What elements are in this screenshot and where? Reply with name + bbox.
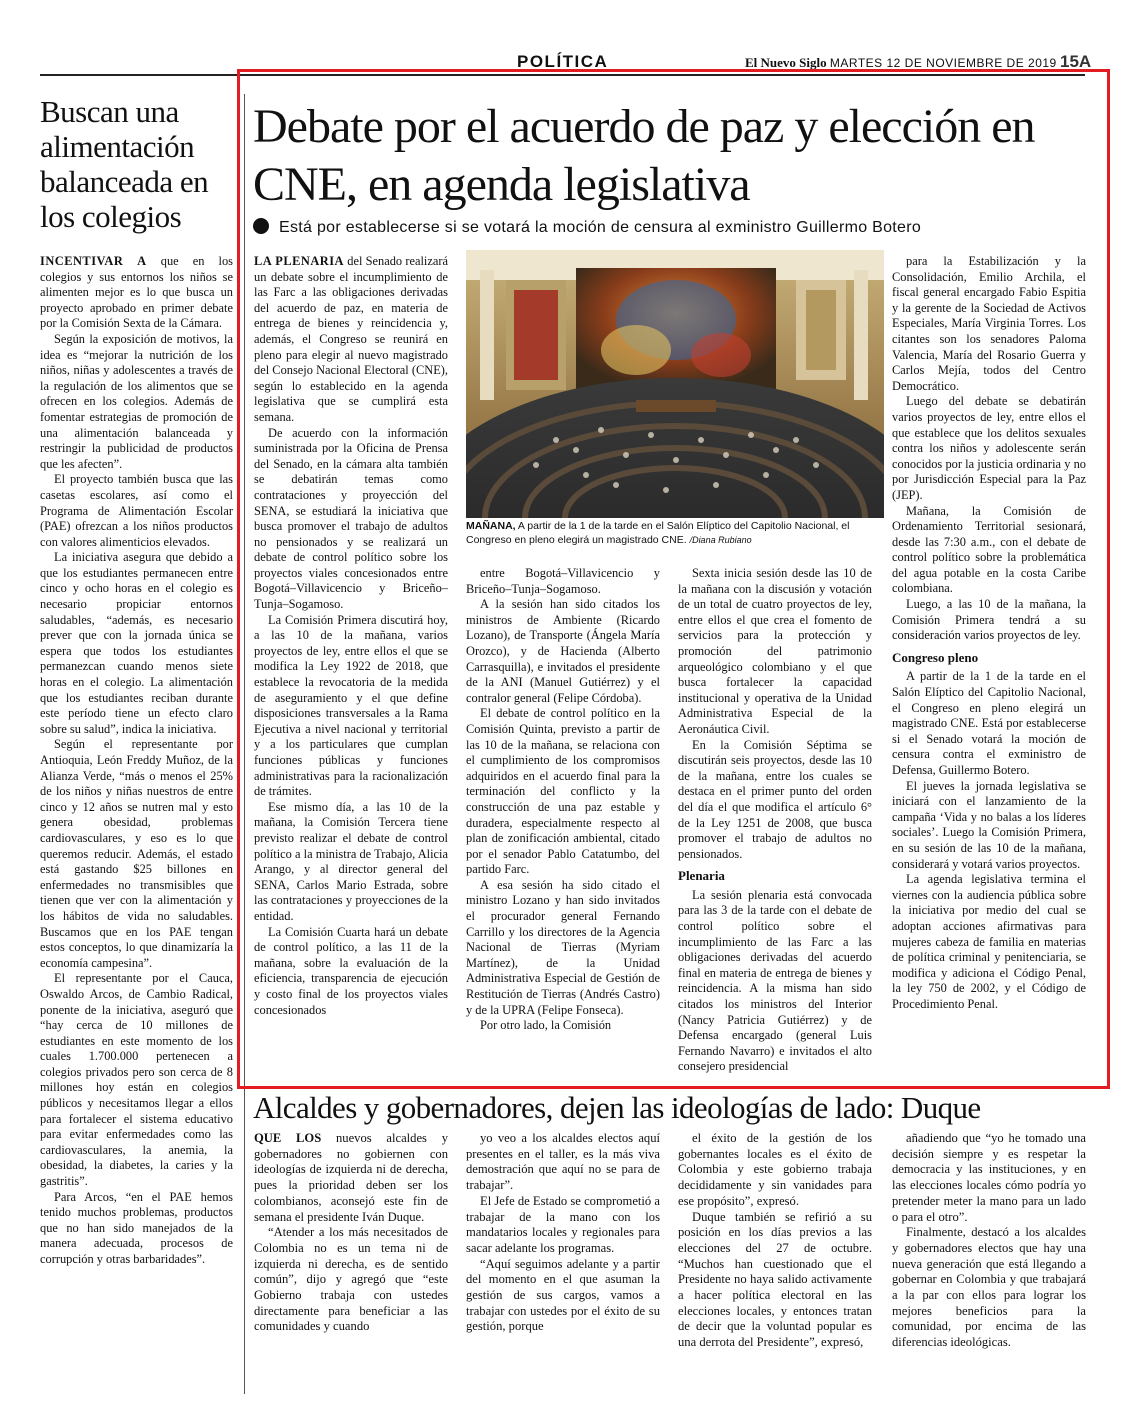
paragraph: [892, 1225, 1086, 1351]
paragraph-text: nuevos alcaldes y gobernadores no gobiernen con ideologías de izquierda ni de derecha, pues la prioridad deben ser los colombianos, aconsejó este fin de semana el presidente Iván Duque.: [254, 1131, 448, 1224]
paragraph-text: A esa sesión ha sido citado el ministro Lozano y han sido invitados el procurador general Fernando Carrillo y los directores de la Agencia Nacional de Tierras (Myriam Martínez), de la Unidad Administrativa Especial de Gestión de Restitución de Tierras (Andrés Castro) y de la UPRA (Felipe Fonseca).: [466, 877, 660, 1017]
paragraph-text: entre Bogotá–Villavicencio y Briceño–Tunja–Sogamoso.: [466, 566, 660, 596]
page-number: 15A: [1059, 52, 1092, 71]
paragraph: [40, 1190, 233, 1268]
paragraph-text: A partir de la 1 de la tarde en el Salón Elíptico del Capitolio Nacional, el Congreso en pleno elegirá un magistrado CNE. Está por establecerse si el Senado votará la moción de censura contra el exministro de Defensa, Guillermo Botero.: [892, 669, 1086, 777]
paragraph-text: A la sesión han sido citados los ministros de Ambiente (Ricardo Lozano), de Transporte (Ángela María Orozco), y de Hacienda (Alberto Carrasquilla), e invitados el presidente de la ANI (Manuel Gutiérrez) y el contralor general (Felipe Córdoba).: [466, 597, 660, 705]
paragraph: [40, 971, 233, 1189]
paragraph: [254, 1131, 448, 1225]
paragraph: [678, 1210, 872, 1351]
paragraph-text: Finalmente, destacó a los alcaldes y gobernadores electos que hay una nueva generación que está llegando a gobernar en Colombia y que trabajará a la par con ellos para lograr los mejores beneficios para la comunidad, por encima de las diferencias ideológicas.: [892, 1225, 1086, 1350]
caption-kicker: MAÑANA,: [466, 520, 516, 532]
paragraph: [254, 1225, 448, 1335]
paragraph-text: La iniciativa asegura que debido a que los estudiantes permanecen entre cinco y ocho horas en el colegio es necesario propiciar entornos saludables, “además, es necesario prever que con la jornada única se espera que todos los estudiantes permanezcan cuando menos siete horas en el colegio. La alimentación que los estudiantes reciban durante este período tiene un efecto claro sobre su salud”, indica la iniciativa.: [40, 550, 233, 736]
left-story-body: [40, 254, 233, 1268]
paragraph-text: “Atender a los más necesitados de Colombia no es un tema ni de izquierda ni derecha, es de sentido común”, dijo y agregó que “este Gobierno trabaja con ustedes directamente para beneficiar a las comunidades y cuando: [254, 1225, 448, 1334]
main-subheadline-text: Está por establecerse si se votará la moción de censura al exministro Guillermo Botero: [279, 219, 922, 236]
bottom-headline: Alcaldes y gobernadores, dejen las ideologías de lado: Duque: [253, 1090, 981, 1125]
paragraph: [40, 472, 233, 550]
paragraph-text: Para Arcos, “en el PAE hemos tenido muchos problemas, productos que no han sido manejados de la manera adecuada, procesos de corrupción y otras barbaridades”.: [40, 1189, 233, 1266]
paragraph-text: Duque también se refirió a su posición en los días previos a las elecciones del 27 de octubre. “Muchos han cuestionado que el Presidente no haya salido activamente a hacer política electoral en las elecciones locales, y entonces tratan de decir que la voluntad popular es una derrota del Presidente”, expresó,: [678, 1209, 872, 1350]
paragraph-text: La Comisión Primera discutirá hoy, a las 10 de la mañana, varios proyectos de ley, entre ellos el que se modifica la Ley 1922 de 2018, que establece la revocatoria de la medida de aseguramiento y el que define disposiciones transversales a la Rama Ejecutiva a nivel nacional y territorial y a los particulares que cumplan funciones públicas y funciones administrativas para la racionalización de trámites.: [254, 612, 448, 799]
paragraph: [40, 737, 233, 971]
bottom-story-col-2: [466, 1131, 660, 1335]
paragraph-text: El debate de control político en la Comisión Quinta, previsto a partir de las 10 de la mañana, se relaciona con el cumplimiento de los compromisos adquiridos en el acuerdo final para la terminación del conflicto y la construcción de una paz estable y duradera, especialmente respecto al plan de zonificación ambiental, citado por el senador Pablo Catatumbo, del partido Farc.: [466, 706, 660, 877]
bottom-story-col-1: [254, 1131, 448, 1335]
paragraph-text: que en los colegios y sus entornos los niños se alimenten mejor es lo que busca un proyecto aprobado en primer debate por la Comisión Sexta de la Cámara.: [40, 254, 233, 331]
paragraph-text: En la Comisión Séptima se discutirán seis proyectos, desde las 10 de la mañana, entre los cuales se destaca en el primer punto del orden del día el que modifica el artículo 6° de la Ley 1251 de 2008, que busca promover el trabajo de adultos no pensionados.: [678, 737, 872, 861]
paragraph-text: para la Estabilización y la Consolidación, Emilio Archila, el fiscal general encargado Fabio Espitia y la gerente de la Sociedad de Activos Especiales, María Virginia Torres. Los citantes son los senadores Paloma Valencia, María del Rosario Guerra y Carlos Mejía, todos del Centro Democrático.: [892, 254, 1086, 393]
paragraph-text: añadiendo que “yo he tomado una decisión siempre y es respetar la democracia y las instituciones, y en las elecciones locales cómo podría yo pretender meter la mano para un lado o para el otro”.: [892, 1131, 1086, 1224]
paragraph-text: Luego, a las 10 de la mañana, la Comisión Primera tendrá a su consideración varios proyectos de ley.: [892, 597, 1086, 643]
newspaper-name: El Nuevo Siglo: [745, 55, 827, 70]
paragraph-text: El representante por el Cauca, Oswaldo Arcos, de Cambio Radical, ponente de la iniciativa, aseguró que “hay cerca de 10 millones de estudiantes en este momento de los cuales 1.700.000 pertenecen a colegios privados pero son cerca de 8 millones hoy están en colegios públicos y necesitamos llegar a ellos para fortalecer el sistema educativo para evitar enfermedades como las cardiovasculares, la anemia, la obesidad, la diabetes, la caries y la gastritis”.: [40, 971, 233, 1189]
paragraph-text: Según la exposición de motivos, la idea es “mejorar la nutrición de los niños, niñas y adolescentes a través de la regulación de los alimentos que se ofrecen en los colegios. Además de fomentar estrategias de promoción de una alimentación balanceada y restringir la publicidad de productos que les afecten”.: [40, 331, 233, 471]
paragraph-text: yo veo a los alcaldes electos aquí presentes en el taller, es la más viva demostración que aquí no se para de trabajar”.: [466, 1131, 660, 1193]
bottom-story-col-4: [892, 1131, 1086, 1351]
paragraph-text: Ese mismo día, a las 10 de la mañana, la Comisión Tercera tiene previsto realizar el debate de control político a la ministra de Trabajo, Alicia Arango, y al director general del SENA, Carlos Mario Estrada, sobre las contrataciones y proyecciones de la entidad.: [254, 799, 448, 923]
paragraph-text: Según el representante por Antioquia, León Freddy Muñoz, de la Alianza Verde, “más o menos el 25% de los niños y niñas nuestros de entre cinco y 12 años se nutren mal y esto genera obesidad, problemas cardiovasculares, y eso es lo que queremos reducir. Además, el estado está gastando $25 billones en enfermedades no transmisibles que tienen que ver con la alimentación y los hábitos de vida no saludables. Buscamos que en los PAE tengan estos conceptos, lo que dinamizaría la economía campesina”.: [40, 737, 233, 970]
left-story-headline: Buscan una alimentación balanceada en los colegios: [40, 94, 209, 234]
paragraph: [678, 1131, 872, 1210]
paragraph-text: La sesión plenaria está convocada para las 3 de la tarde con el debate de control político sobre el incumplimiento de las Farc a las obligaciones derivadas del acuerdo final en materia de entrega de bienes y reincidencia. A la misma han sido citados los ministros del Interior (Nancy Patricia Gutiérrez) y de Defensa encargado (general Luis Fernando Navarro) e invitados el alto consejero presidencial: [678, 887, 872, 1074]
paragraph-text: Por otro lado, la Comisión: [480, 1018, 612, 1033]
paragraph: [466, 1194, 660, 1257]
paragraph-text: el éxito de la gestión de los gobernantes locales es el éxito de Colombia y este gobierno trabaja decididamente y sin vanidades para ese propósito”, expresó.: [678, 1131, 872, 1208]
paragraph: [40, 332, 233, 472]
paragraph-text: El proyecto también busca que las casetas escolares, así como el Programa de Alimentación Escolar (PAE) ofrezcan a los niños productos con valores alimenticios elevados.: [40, 472, 233, 549]
kicker: QUE LOS: [254, 1131, 322, 1145]
caption-text: A partir de la 1 de la tarde en el Salón Elíptico del Capitolio Nacional, el Congreso en pleno elegirá un magistrado CNE.: [466, 520, 850, 546]
subheading: Plenaria: [678, 868, 725, 884]
paragraph-text: Mañana, la Comisión de Ordenamiento Territorial sesionará, desde las 7:30 a.m., con el debate de control político sobre la problemática del agua potable en la costa Caribe colombiana.: [892, 503, 1086, 596]
main-headline: Debate por el acuerdo de paz y elección en CNE, en agenda legislativa: [253, 100, 1035, 211]
paragraph-text: La Comisión Cuarta hará un debate de control político, a las 11 de la mañana, sobre la evaluación de la eficiencia, transparencia de ejecución y costo final de los proyectos viales concesionados: [254, 924, 448, 1017]
paragraph-text: El jueves la jornada legislativa se iniciará con el lanzamiento de la campaña ‘Vida y no balas a los líderes sociales’. Luego la Comisión Primera, en su sesión de las 10 de la mañana, considerará y votará varios proyectos.: [892, 778, 1086, 871]
paragraph: [40, 254, 233, 332]
section-title: POLÍTICA: [517, 52, 609, 71]
paragraph: [466, 1257, 660, 1336]
paragraph-text: Luego del debate se debatirán varios proyectos de ley, entre ellos el que establece que los delitos sexuales contra los niños y adolescente serán conocidos por la justicia ordinaria y no por Jurisdicción Especial para la Paz (JEP).: [892, 394, 1086, 502]
paragraph-text: del Senado realizará un debate sobre el incumplimiento de las Farc a las obligaciones derivadas del acuerdo de paz, en materia de entrega de bienes y reincidencia y, además, el Congreso se reunirá en pleno para elegir al nuevo magistrado del Consejo Nacional Electoral (CNE), según lo establecido en la agenda legislativa que se cumplirá esta semana.: [254, 254, 448, 424]
paragraph-text: La agenda legislativa termina el viernes con la audiencia pública sobre la iniciativa por medio del cual se adoptan acciones afirmativas para mujeres cabeza de familia en materias de política criminal y penitenciaria, se modifica y adiciona el Código Penal, la ley 750 de 2002, y el Código de Procedimiento Penal.: [892, 872, 1086, 1011]
bottom-story-col-3: [678, 1131, 872, 1351]
paragraph-text: “Aquí seguimos adelante y a partir del momento en el que asuman la gestión de sus cargos, vamos a trabajar con ustedes por el éxito de su gestión, porque: [466, 1256, 660, 1334]
issue-date: MARTES 12 DE NOVIEMBRE DE 2019: [829, 56, 1057, 70]
kicker: INCENTIVAR A: [40, 254, 147, 268]
paragraph: [892, 1131, 1086, 1225]
photo-credit: /Diana Rubiano: [689, 534, 752, 545]
highlight-box: [237, 69, 1110, 1089]
paragraph-text: Sexta inicia sesión desde las 10 de la mañana con la discusión y votación de un total de cuatro proyectos de ley, entre ellos el que crea el fomento de servicios para la protección y promoción del patrimonio arqueológico colombiano y el que busca fortalecer la capacidad institucional y operativa de la Unidad Administrativa Especial de la Aeronáutica Civil.: [678, 566, 872, 736]
paragraph: [40, 550, 233, 737]
paragraph-text: De acuerdo con la información suministrada por la Oficina de Prensa del Senado, en la cámara alta también se debatirán temas como contrataciones y proyección del SENA, se estudiará la iniciativa que busca promover el trabajo de adultos no pensionados y se realizará un debate de control político sobre los proyectos viales concesionados entre Bogotá–Villavicencio y Briceño–Tunja–Sogamoso.: [254, 425, 448, 612]
kicker: LA PLENARIA: [254, 254, 344, 268]
paragraph: [466, 1131, 660, 1194]
subheading: Congreso pleno: [892, 649, 979, 665]
paragraph-text: El Jefe de Estado se comprometió a trabajar de la mano con los mandatarios locales y regionales para sacar adelante los programas.: [466, 1193, 660, 1255]
